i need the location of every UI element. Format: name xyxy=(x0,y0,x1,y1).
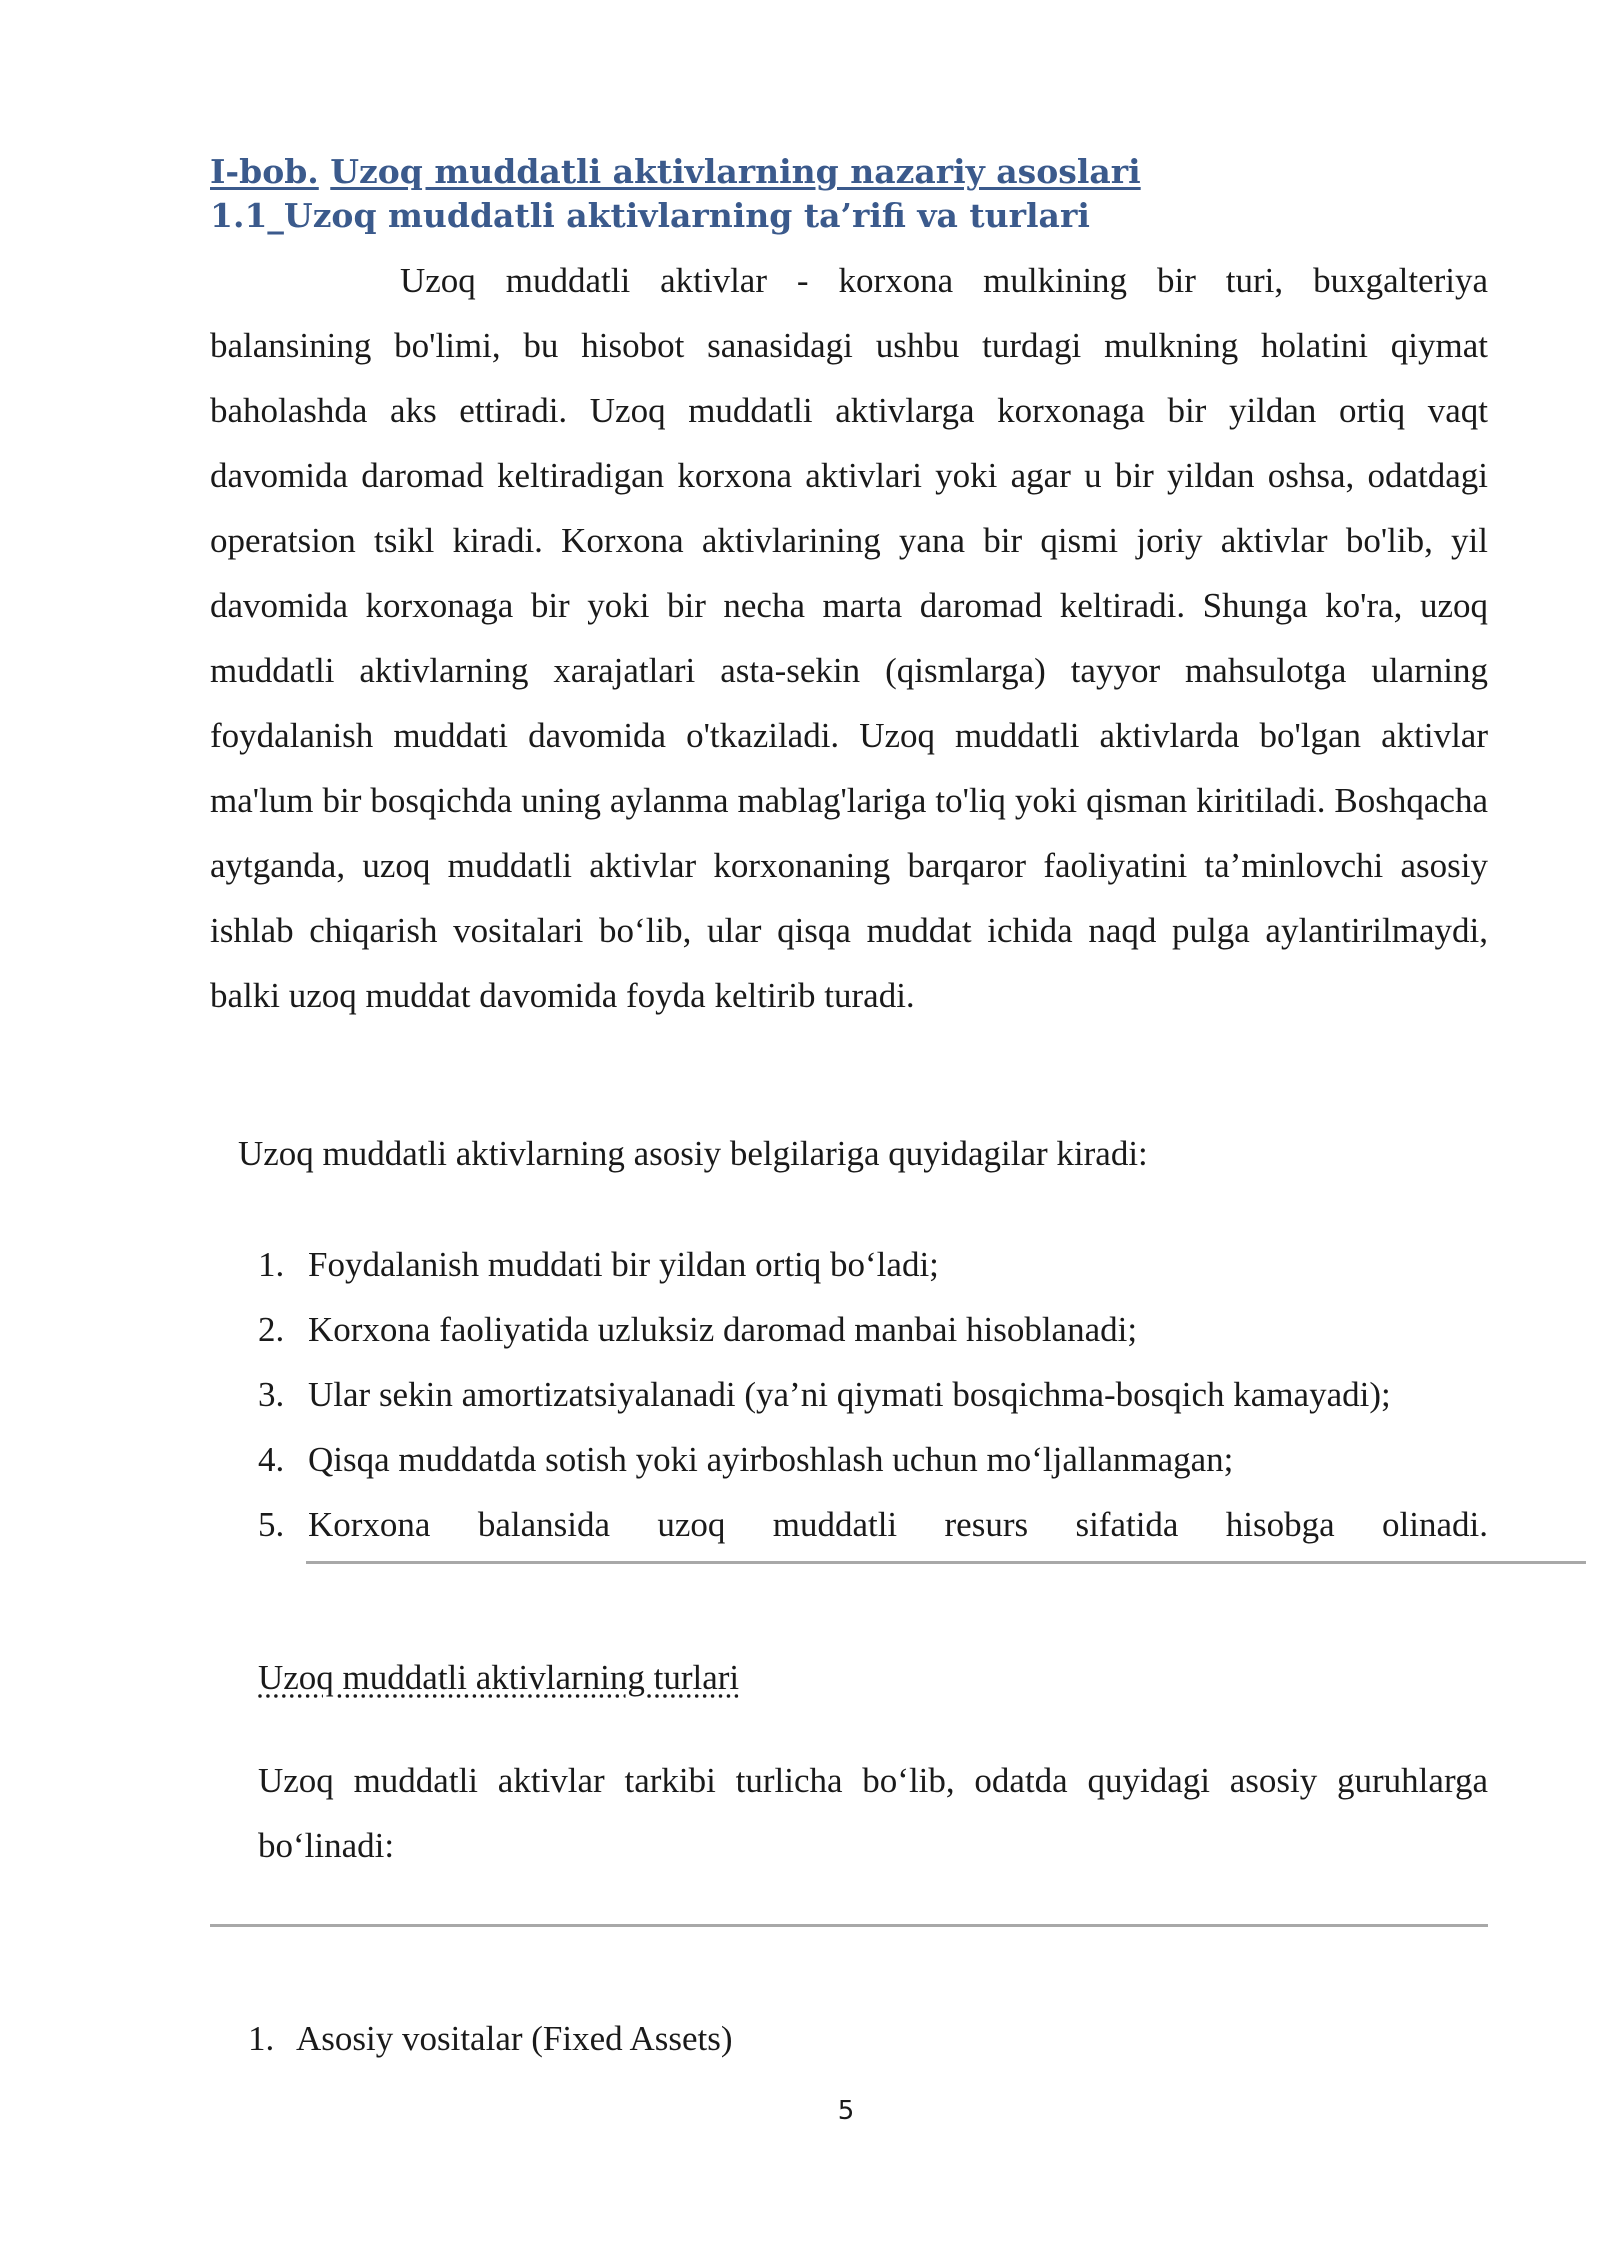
chapter-title: Uzoq muddatli aktivlarning nazariy asoslari xyxy=(330,152,1141,191)
horizontal-divider xyxy=(210,1924,1488,1927)
intro-paragraph: Uzoq muddatli aktivlar - korxona mulkining bir turi, buxgalteriya balansining bo'limi, bu hisobot sanasidagi ushbu turdagi mulkning holatini qiymat baholashda aks ettiradi. Uzoq muddatli aktivlarga korxonaga bir yildan ortiq vaqt davomida daromad keltiradigan korxona aktivlari yoki agar u bir yildan oshsa, odatdagi operatsion tsikl kiradi. Korxona aktivlarining yana bir qismi joriy aktivlar bo'lib, yil davomida korxonaga bir yoki bir necha marta daromad keltiradi. Shunga ko'ra, uzoq muddatli aktivlarning xarajatlari asta-sekin (qismlarga) tayyor mahsulotga ularning foydalanish muddati davomida o'tkaziladi. Uzoq muddatli aktivlarda bo'lgan aktivlar ma'lum bir bosqichda uning aylanma mablag'lariga to'liq yoki qisman kiritiladi. Boshqacha aytganda, uzoq muddatli aktivlar korxonaning barqaror faoliyatini ta’minlovchi asosiy ishlab chiqarish vositalari bo‘lib, ular qisqa muddat ichida naqd pulga aylantirilmaydi, balki uzoq muddat davomida foyda keltirib turadi. xyxy=(210,261,1488,1015)
list-number: 1. xyxy=(248,2019,275,2058)
horizontal-divider xyxy=(306,1561,1586,1564)
list-item-text: Korxona balansida uzoq muddatli resurs sifatida hisobga olinadi. xyxy=(308,1505,1488,1544)
list-item xyxy=(248,2013,733,2065)
list-item xyxy=(258,1297,1488,1362)
list-number: 3. xyxy=(258,1375,285,1414)
chapter-label: I-bob. xyxy=(210,152,319,191)
section-heading: 1.1_Uzoq muddatli aktivlarning ta’rifi va turlari xyxy=(210,196,1090,235)
features-lead: Uzoq muddatli aktivlarning asosiy belgilariga quyidagilar kiradi: xyxy=(238,1134,1148,1173)
list-number: 4. xyxy=(258,1440,285,1479)
features-list xyxy=(258,1232,1488,1557)
list-item-text: Ular sekin amortizatsiyalanadi (ya’ni qiymati bosqichma-bosqich kamayadi); xyxy=(308,1375,1391,1414)
list-item xyxy=(258,1427,1488,1492)
list-item xyxy=(258,1492,1488,1557)
list-number: 2. xyxy=(258,1310,285,1349)
list-item-text: Foydalanish muddati bir yildan ortiq bo‘ladi; xyxy=(308,1245,939,1284)
list-item-text: Asosiy vositalar (Fixed Assets) xyxy=(296,2019,733,2058)
types-subheading: Uzoq muddatli aktivlarning turlari xyxy=(258,1658,740,1697)
list-item-text: Korxona faoliyatida uzluksiz daromad manbai hisoblanadi; xyxy=(308,1310,1138,1349)
list-item-text: Qisqa muddatda sotish yoki ayirboshlash uchun mo‘ljallanmagan; xyxy=(308,1440,1234,1479)
list-number: 5. xyxy=(258,1505,285,1544)
list-number: 1. xyxy=(258,1245,285,1284)
list-item xyxy=(258,1232,1488,1297)
page-number: 5 xyxy=(837,2096,855,2126)
types-list xyxy=(248,2013,733,2065)
types-paragraph: Uzoq muddatli aktivlar tarkibi turlicha bo‘lib, odatda quyidagi asosiy guruhlarga bo‘linadi: xyxy=(258,1761,1488,1865)
list-item xyxy=(258,1362,1488,1427)
chapter-heading xyxy=(210,150,1141,194)
